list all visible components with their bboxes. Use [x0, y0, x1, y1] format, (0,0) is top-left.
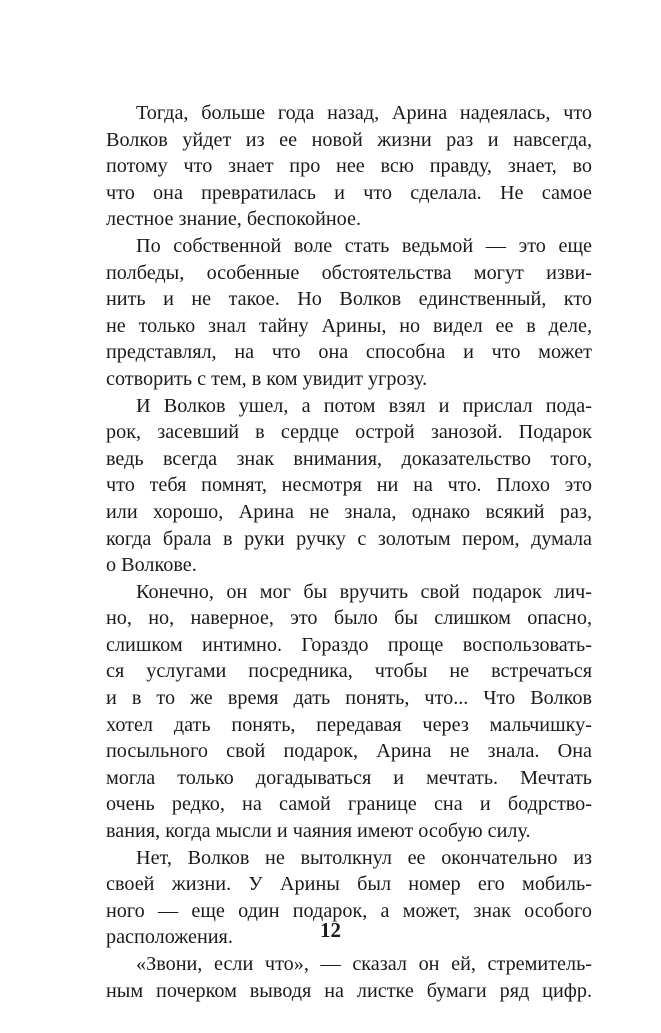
page-number: 12	[320, 918, 341, 942]
text-line: потому что знает про нее всю правду, знает, во	[106, 155, 592, 178]
text-line: ведь всегда знак внимания, доказательство того,	[106, 447, 592, 470]
text-line: сотворить с тем, в ком увидит угрозу.	[106, 367, 428, 390]
text-line: вания, когда мысли и чаяния имеют особую силу.	[106, 820, 531, 843]
text-line: ного — еще один подарок, а может, знак особого	[106, 899, 592, 922]
paragraph-4	[106, 579, 592, 845]
text-line: но, но, наверное, это было бы слишком опасно,	[106, 607, 592, 630]
text-line: или хорошо, Арина не знала, однако всякий раз,	[106, 500, 592, 523]
body-text	[106, 100, 592, 1004]
paragraph-3	[106, 393, 592, 579]
text-line: ным почерком выводя на листке бумаги ряд цифр.	[106, 979, 592, 1002]
text-line: посыльного свой подарок, Арина не знала. Она	[106, 740, 592, 763]
text-line: хотел дать понять, передавая через мальчишку-	[106, 713, 592, 736]
text-line: Тогда, больше года назад, Арина надеялась, что	[136, 102, 592, 124]
text-line: что она превратилась и что сделала. Не самое	[106, 181, 592, 204]
text-line: представлял, на что она способна и что может	[106, 341, 592, 364]
text-line: и в то же время дать понять, что... Что Волков	[106, 687, 592, 710]
text-line: нить и не такое. Но Волков единственный, кто	[106, 288, 592, 311]
text-line: По собственной воле стать ведьмой — это еще	[136, 234, 592, 257]
text-line: И Волков ушел, а потом взял и прислал пода-	[136, 394, 592, 417]
text-line: «Звони, если что», — сказал он ей, стремитель-	[136, 953, 592, 975]
text-line: Нет, Волков не вытолкнул ее окончательно из	[136, 846, 592, 869]
text-line: что тебя помнят, несмотря ни на что. Плохо это	[106, 474, 592, 497]
paragraph-1	[106, 100, 592, 233]
text-line: рок, засевший в сердце острой занозой. Подарок	[106, 421, 592, 444]
paragraph-6	[106, 951, 592, 1004]
text-line: слишком интимно. Гораздо проще воспользовать-	[106, 633, 592, 656]
text-line: лестное знание, беспокойное.	[106, 208, 362, 231]
paragraph-2	[106, 233, 592, 393]
text-line: Волков уйдет из ее новой жизни раз и навсегда,	[106, 128, 592, 151]
text-line: когда брала в руки ручку с золотым пером, думала	[106, 527, 592, 550]
text-line: своей жизни. У Арины был номер его мобиль-	[106, 873, 592, 896]
text-line: могла только догадываться и мечтать. Мечтать	[106, 766, 592, 789]
text-line: о Волкове.	[106, 554, 197, 577]
text-line: ся услугами посредника, чтобы не встречаться	[106, 660, 592, 683]
text-line: не только знал тайну Арины, но видел ее в деле,	[106, 314, 592, 337]
text-line: полбеды, особенные обстоятельства могут изви-	[106, 261, 592, 284]
text-line: очень редко, на самой границе сна и бодрство-	[106, 793, 592, 816]
text-line: расположения.	[106, 926, 233, 949]
text-line: Конечно, он мог бы вручить свой подарок лич-	[136, 580, 592, 603]
